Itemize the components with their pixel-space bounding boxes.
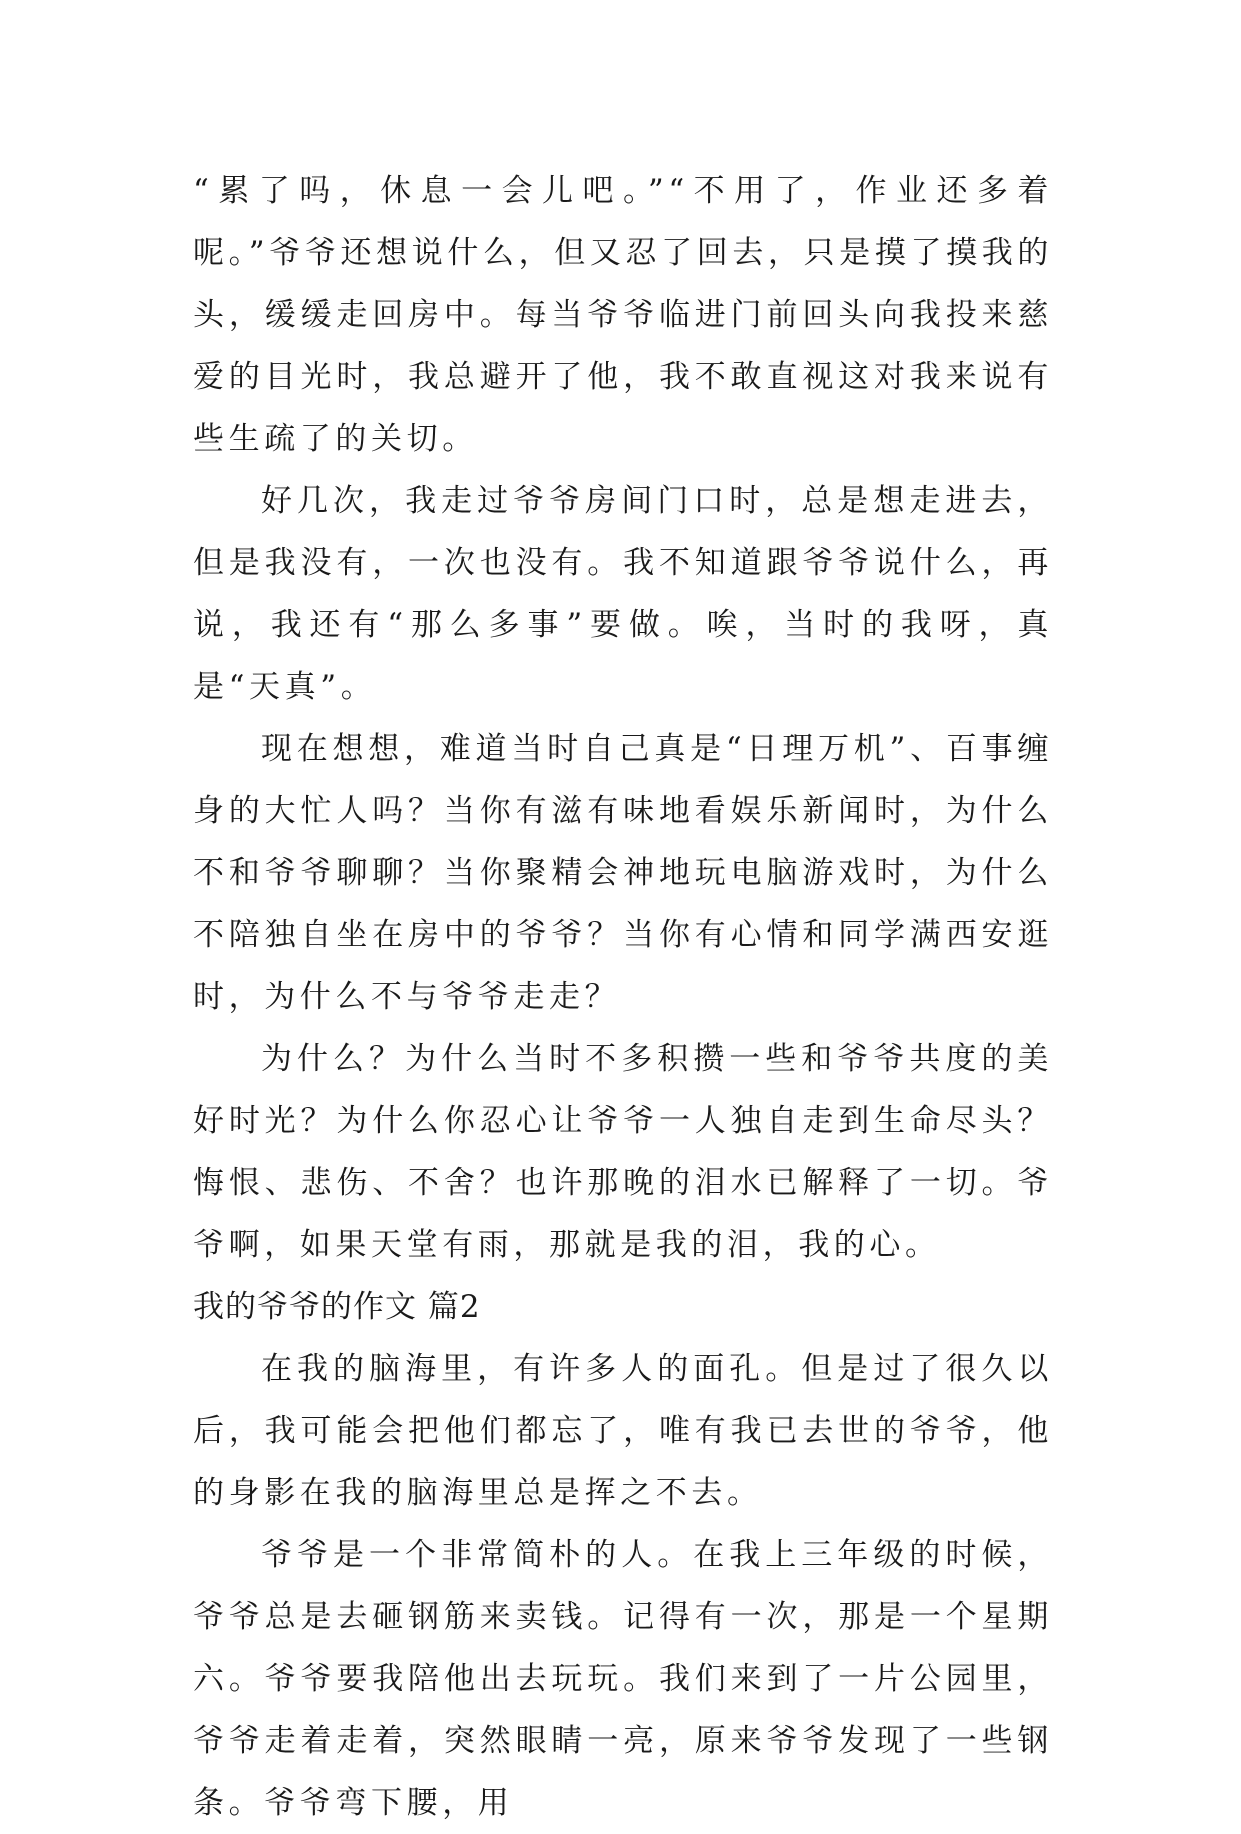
paragraph-2: 好几次，我走过爷爷房间门口时，总是想走进去，但是我没有，一次也没有。我不知道跟爷爷说什么，再说，我还有“那么多事”要做。唉，当时的我呀，真是“天真”。 (193, 483, 1053, 705)
section-paragraph-1: 在我的脑海里，有许多人的面孔。但是过了很久以后，我可能会把他们都忘了，唯有我已去世的爷爷，他的身影在我的脑海里总是挥之不去。 (193, 1351, 1053, 1511)
paragraph-4: 为什么？为什么当时不多积攒一些和爷爷共度的美好时光？为什么你忍心让爷爷一人独自走到生命尽头？悔恨、悲伤、不舍？也许那晚的泪水已解释了一切。爷爷啊，如果天堂有雨，那就是我的泪，我的心。 (193, 1041, 1053, 1263)
paragraph-1: “累了吗，休息一会儿吧。”“不用了，作业还多着呢。”爷爷还想说什么，但又忍了回去，只是摸了摸我的头，缓缓走回房中。每当爷爷临进门前回头向我投来慈爱的目光时，我总避开了他，我不敢直视这对我来说有些生疏了的关切。 (193, 173, 1053, 457)
section-paragraph-2: 爷爷是一个非常简朴的人。在我上三年级的时候，爷爷总是去砸钢筋来卖钱。记得有一次，那是一个星期六。爷爷要我陪他出去玩玩。我们来到了一片公园里，爷爷走着走着，突然眼睛一亮，原来爷爷发现了一些钢条。爷爷弯下腰，用 (193, 1537, 1053, 1821)
paragraph-3: 现在想想，难道当时自己真是“日理万机”、百事缠身的大忙人吗？当你有滋有味地看娱乐新闻时，为什么不和爷爷聊聊？当你聚精会神地玩电脑游戏时，为什么不陪独自坐在房中的爷爷？当你有心情和同学满西安逛时，为什么不与爷爷走走？ (193, 731, 1053, 1015)
document-body (193, 160, 1053, 1834)
section-heading: 我的爷爷的作文 篇2 (193, 1289, 481, 1325)
